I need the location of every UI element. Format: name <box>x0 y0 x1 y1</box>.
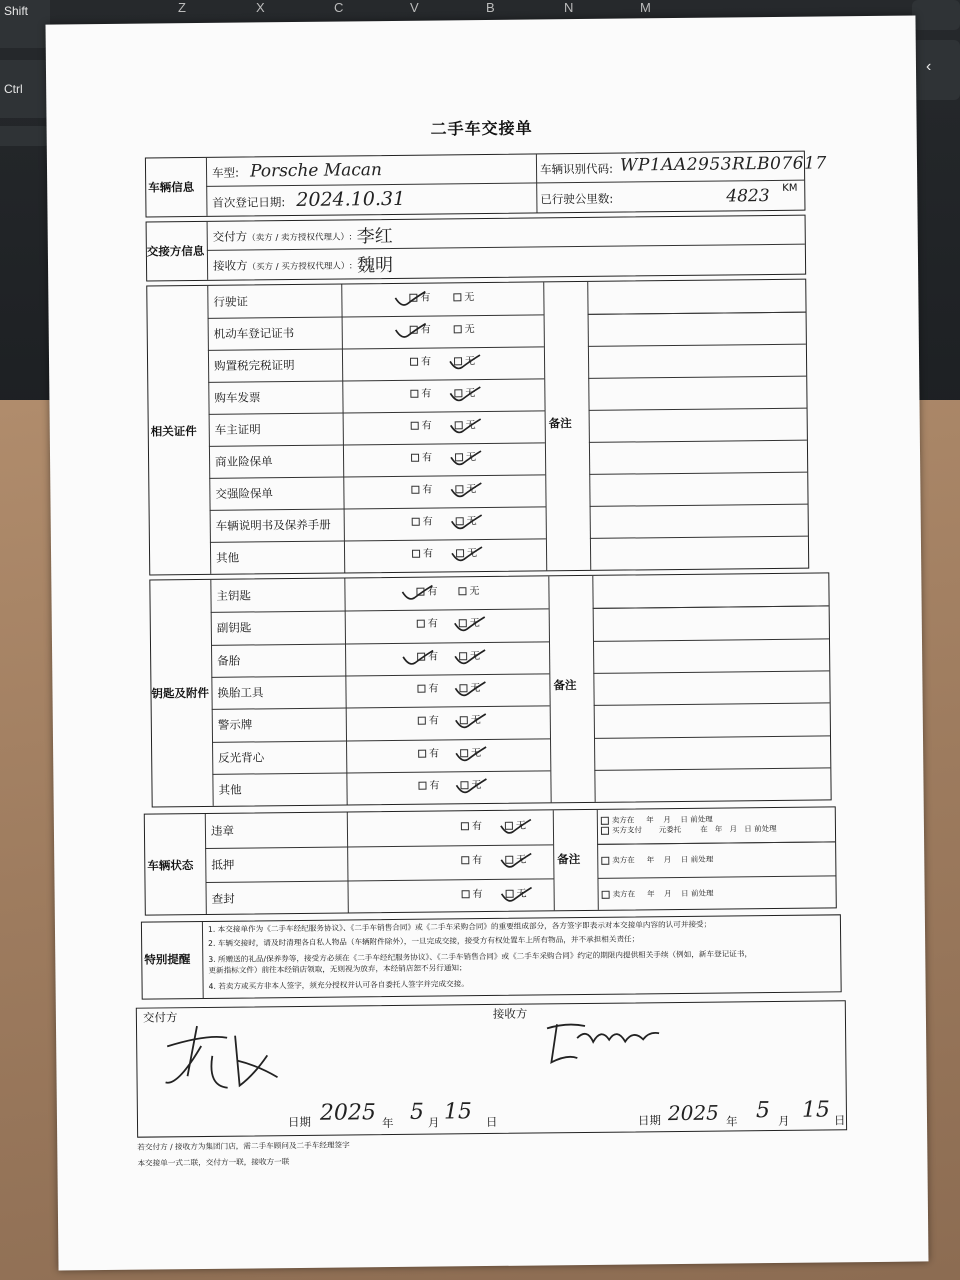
grid-line <box>205 844 553 849</box>
grid-line <box>594 735 830 738</box>
key-label-x: X <box>256 0 265 15</box>
grid-line <box>590 536 808 539</box>
grid-line <box>210 506 546 511</box>
reminder-note-3b: 更新指标文件）前往本经销店领取，无则视为放弃，本经销店恕不另行通知； <box>208 963 467 975</box>
key-label-c: C <box>334 0 344 15</box>
grid-line <box>587 282 591 570</box>
grid-line <box>543 282 547 570</box>
grid-line <box>588 376 806 379</box>
vehicle-info-section <box>145 151 827 218</box>
form-title: 二手车交接单 <box>430 118 533 139</box>
deliver-party-value: 李红 <box>356 225 393 248</box>
accessory-item-label: 主钥匙 <box>216 588 252 603</box>
grid-line <box>597 875 835 878</box>
checkmark-icon <box>448 385 482 405</box>
checkmark-icon <box>449 481 483 501</box>
key-label-b: B <box>486 0 495 15</box>
accessory-yes-option: 有 <box>417 683 438 697</box>
status-yes-option: 有 <box>462 888 483 902</box>
accessory-item-label: 换胎工具 <box>217 685 264 700</box>
accessory-no-option: 无 <box>460 714 481 728</box>
grid-line <box>210 580 213 806</box>
document-item-label: 商业险保单 <box>215 454 273 469</box>
keys-heading: 钥匙及附件 <box>151 685 210 701</box>
documents-heading: 相关证件 <box>150 424 197 439</box>
checkmark-icon <box>450 513 484 533</box>
receive-year: 2025 <box>667 1100 719 1126</box>
first-registration-label: 首次登记日期: <box>212 195 286 210</box>
mileage-value: 4823 <box>726 186 770 207</box>
grid-line <box>210 538 546 543</box>
vin-value: WP1AA2953RLB07617 <box>619 153 827 176</box>
document-yes-option: 有 <box>411 484 432 498</box>
checkmark-icon <box>394 322 428 342</box>
checkmark-icon <box>401 648 435 668</box>
checkmark-icon <box>499 818 533 838</box>
accessory-yes-option: 有 <box>417 650 438 664</box>
first-registration-value: 2024.10.31 <box>296 187 406 211</box>
reminder-note-3: 3. 所赠送的礼品/保养券等，接受方必须在《二手车经纪服务协议》、《二手车销售合同》或《二手车采购合同》约定的期限内提供相关手续（例如，新车登记证书， <box>208 949 753 964</box>
grid-line <box>590 504 808 507</box>
accessory-no-option: 无 <box>459 618 480 632</box>
status-no-option: 无 <box>506 888 527 902</box>
checkmark-icon <box>448 353 482 373</box>
shift-key <box>0 0 50 48</box>
handover-form <box>45 15 928 1270</box>
status-remark-line4: 卖方在 年 月 日 前处理 <box>602 887 714 902</box>
document-yes-option: 有 <box>412 548 433 562</box>
vehicle-info-heading: 车辆信息 <box>148 180 195 195</box>
checkmark-icon <box>453 615 487 635</box>
grid-line <box>205 878 553 883</box>
year-unit: 年 <box>725 1114 738 1129</box>
grid-line <box>594 703 830 706</box>
year-unit: 年 <box>381 1116 394 1131</box>
documents-section <box>146 279 809 576</box>
status-remark-label: 备注 <box>557 852 581 867</box>
grid-line <box>553 810 555 910</box>
checkmark-icon <box>454 777 488 797</box>
receive-signature <box>537 1017 678 1068</box>
reminder-note-4: 4. 若卖方或买方非本人签字，须充分授权并认可各自委托人签字并完成交接。 <box>208 979 469 991</box>
key-label-n: N <box>564 0 574 15</box>
arrow-key-label: ‹ <box>926 58 932 75</box>
grid-line <box>588 344 806 347</box>
checkmark-icon <box>449 417 483 437</box>
keyboard-key <box>0 126 50 146</box>
accessory-no-option: 无 <box>459 650 480 664</box>
checkmark-icon <box>453 648 487 668</box>
grid-line <box>205 814 207 914</box>
day-unit: 日 <box>485 1114 498 1130</box>
document-yes-option: 有 <box>412 516 433 530</box>
key-label-m: M <box>640 0 651 15</box>
checkmark-icon <box>400 584 434 604</box>
month-unit: 月 <box>777 1113 790 1128</box>
ctrl-key-label: Ctrl <box>4 82 23 96</box>
document-no-option: 无 <box>455 419 476 433</box>
grid-line <box>211 673 549 678</box>
accessory-item-label: 其他 <box>218 782 242 797</box>
accessory-yes-option: 有 <box>418 779 439 793</box>
footer-note-1: 若交付方 / 接收方为集团门店，需二手车顾问及二手车经理签字 <box>137 1140 350 1152</box>
document-no-option: 无 <box>454 355 475 369</box>
document-no-option: 无 <box>455 483 476 497</box>
document-item-label: 行驶证 <box>213 294 248 309</box>
grid-line <box>593 606 829 609</box>
grid-line <box>597 810 599 910</box>
keys-section <box>149 572 831 807</box>
status-item-label: 违章 <box>210 823 235 838</box>
checkmark-icon <box>453 680 487 700</box>
parties-heading: 交接方信息 <box>146 243 205 259</box>
document-item-label: 机动车登记证书 <box>213 326 295 341</box>
reminder-note-1: 1. 本交接单作为《二手车经纪服务协议》、《二手车销售合同》或《二手车采购合同》的重要组成部分，各方签字即表示对本交接单内容的认可并接受； <box>207 919 712 934</box>
receive-date: 日期 <box>637 1113 662 1128</box>
grid-line <box>209 442 545 447</box>
model-value: Porsche Macan <box>249 160 383 182</box>
grid-line <box>208 314 544 319</box>
month-unit: 月 <box>427 1115 440 1130</box>
parties-section <box>146 215 807 282</box>
documents-remark-label: 备注 <box>548 416 572 431</box>
status-remark-line3: 卖方在 年 月 日 前处理 <box>601 853 713 868</box>
footer-note-2: 本交接单一式二联，交付方一联，接收方一联 <box>137 1157 290 1168</box>
grid-line <box>207 286 211 574</box>
status-item-label: 抵押 <box>211 857 235 872</box>
key-label-v: V <box>410 0 419 15</box>
checkmark-icon <box>454 745 488 765</box>
receive-party-label: 接收方（买方 / 买方授权代理人）: <box>212 258 353 273</box>
document-yes-option: 有 <box>411 420 432 434</box>
status-section <box>144 806 837 915</box>
grid-line <box>593 638 829 641</box>
accessory-no-option: 无 <box>460 779 481 793</box>
checkmark-icon <box>454 712 488 732</box>
mileage-label: 已行驶公里数: <box>540 191 614 207</box>
checkmark-icon <box>393 290 427 310</box>
document-no-option: 无 <box>455 451 476 465</box>
grid-line <box>341 284 345 572</box>
status-item-label: 查封 <box>211 891 235 906</box>
document-no-option: 无 <box>454 323 475 337</box>
special-reminder-heading: 特别提醒 <box>144 952 191 967</box>
status-yes-option: 有 <box>461 854 482 868</box>
grid-line <box>593 670 829 673</box>
accessory-item-label: 副钥匙 <box>216 620 252 636</box>
accessory-item-label: 备胎 <box>217 653 241 668</box>
status-remark-line2: 买方支付 元委托 在 年 月 日 前处理 <box>601 822 777 838</box>
document-yes-option: 有 <box>410 356 431 370</box>
grid-line <box>211 641 549 646</box>
accessory-no-option: 无 <box>459 682 480 696</box>
document-item-label: 购车发票 <box>214 390 261 405</box>
checkmark-icon <box>500 886 534 906</box>
grid-line <box>548 576 551 802</box>
signature-section <box>136 1000 847 1137</box>
status-heading: 车辆状态 <box>147 858 194 873</box>
receive-sign-label: 接收方 <box>492 1006 528 1021</box>
grid-line <box>212 770 550 775</box>
document-item-label: 车辆说明书及保养手册 <box>215 517 331 533</box>
grid-line <box>212 738 550 743</box>
status-yes-option: 有 <box>461 820 482 834</box>
deliver-signature <box>157 1015 288 1096</box>
document-item-label: 车主证明 <box>214 422 261 437</box>
deliver-day: 15 <box>443 1099 473 1125</box>
document-no-option: 无 <box>456 515 477 529</box>
document-no-option: 无 <box>456 547 477 561</box>
deliver-date: 日期 <box>287 1114 312 1130</box>
shift-key-label: Shift <box>4 4 29 18</box>
reminder-note-2: 2. 车辆交接时，请及时清理各自私人物品（车辆附件除外），一旦完成交接，接受方有权处置车上所有物品，并不承担相关责任； <box>208 934 640 948</box>
grid-line <box>347 812 349 912</box>
receive-month: 5 <box>755 1098 771 1124</box>
checkmark-icon <box>499 852 533 872</box>
document-yes-option: 有 <box>410 388 431 402</box>
grid-line <box>209 474 545 479</box>
grid-line <box>208 346 544 351</box>
keys-remark-label: 备注 <box>553 678 577 693</box>
accessory-no-option: 无 <box>458 585 479 599</box>
special-reminder-section <box>141 914 842 999</box>
vin-label: 车辆识别代码: <box>539 161 613 177</box>
grid-line <box>211 609 549 614</box>
key-label-z: Z <box>178 0 186 15</box>
grid-line <box>589 408 807 411</box>
accessory-item-label: 反光背心 <box>218 749 265 765</box>
document-yes-option: 有 <box>409 292 430 306</box>
grid-line <box>589 440 807 443</box>
document-item-label: 其他 <box>216 550 240 565</box>
document-yes-option: 有 <box>410 324 431 338</box>
grid-line <box>344 578 347 804</box>
accessory-yes-option: 有 <box>417 618 438 632</box>
status-remark-line1: 卖方在 年 月 日 前处理 <box>601 813 713 828</box>
grid-line <box>592 576 595 802</box>
deliver-sign-label: 交付方 <box>142 1010 178 1025</box>
ctrl-key <box>0 60 50 118</box>
model-label: 车型: <box>211 165 240 180</box>
document-item-label: 交强险保单 <box>215 486 273 501</box>
day-unit: 日 <box>833 1113 846 1128</box>
mileage-unit: KM <box>782 182 798 194</box>
grid-line <box>588 312 806 315</box>
document-no-option: 无 <box>453 291 474 305</box>
grid-line <box>594 767 830 770</box>
receive-day: 15 <box>801 1097 831 1123</box>
keyboard-key <box>912 0 960 30</box>
deliver-year: 2025 <box>319 1100 377 1126</box>
document-no-option: 无 <box>454 387 475 401</box>
grid-line <box>208 378 544 383</box>
status-no-option: 无 <box>505 820 526 834</box>
deliver-month: 5 <box>409 1099 425 1125</box>
accessory-yes-option: 有 <box>416 586 437 600</box>
grid-line <box>597 841 835 844</box>
status-no-option: 无 <box>505 854 526 868</box>
receive-party-value: 魏明 <box>356 254 394 277</box>
grid-line <box>212 706 550 711</box>
arrow-key <box>912 40 960 100</box>
grid-line <box>209 410 545 415</box>
document-yes-option: 有 <box>411 452 432 466</box>
checkmark-icon <box>449 449 483 469</box>
accessory-no-option: 无 <box>460 747 481 761</box>
checkmark-icon <box>450 545 484 565</box>
accessory-yes-option: 有 <box>418 715 439 729</box>
grid-line <box>589 472 807 475</box>
deliver-party-label: 交付方（卖方 / 卖方授权代理人）: <box>212 229 352 244</box>
document-item-label: 购置税完税证明 <box>214 358 295 373</box>
accessory-item-label: 警示牌 <box>217 717 253 733</box>
accessory-yes-option: 有 <box>418 747 439 761</box>
